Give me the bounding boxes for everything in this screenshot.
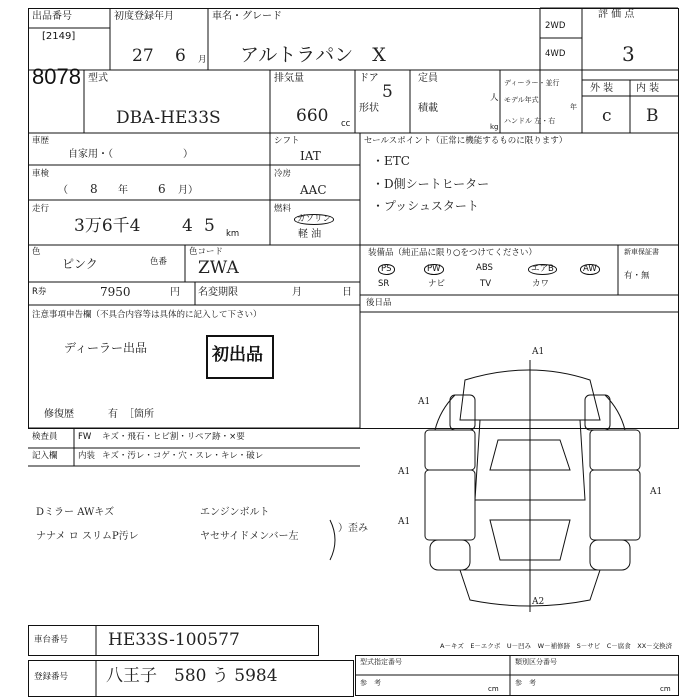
ext-value: c <box>602 106 612 126</box>
remark-1: Dミラー AWキズ <box>36 507 115 518</box>
equip-leather: カワ <box>532 279 550 289</box>
int-value: B <box>646 106 659 126</box>
model-year-label: モデル年式 <box>504 96 539 104</box>
first-reg-label: 初度登録年月 <box>114 11 174 22</box>
car-diagram <box>425 360 640 612</box>
post-items-label: 後日品 <box>366 298 392 308</box>
notes-label: 注意事項申告欄（不具合内容等は具体的に記入して下さい） <box>32 310 262 320</box>
mileage-value3: 5 <box>204 216 215 236</box>
load-label: 積載 <box>418 103 438 114</box>
equip-abs: ABS <box>476 263 493 273</box>
handle-label: ハンドル 左・右 <box>504 117 556 125</box>
equip-ps: PS <box>378 264 395 275</box>
registration-label: 登録番号 <box>34 672 69 682</box>
equip-airbag: エアB <box>528 264 557 275</box>
equip-pw: PW <box>424 264 444 275</box>
first-listing-stamp <box>206 335 274 379</box>
capacity-label: 定員 <box>418 73 438 84</box>
shape-label: 形状 <box>359 103 379 114</box>
score-label: 評 価 点 <box>598 9 635 20</box>
shaken-month-unit: 月） <box>178 185 198 196</box>
person-unit: 人 <box>490 93 499 103</box>
form-ref: 参 考 <box>360 679 381 687</box>
diagram-mark-2: A1 <box>398 467 411 477</box>
model-value: DBA-HE33S <box>116 108 221 128</box>
shift-label: シフト <box>274 136 300 146</box>
diagram-mark-1: A1 <box>532 347 545 357</box>
displacement-label: 排気量 <box>274 73 304 84</box>
inspector-interior-items: キズ・汚レ・コゲ・穴・スレ・キレ・破レ <box>102 451 264 461</box>
cm-unit-2: cm <box>660 685 671 693</box>
name-label: 車名・グレード <box>212 11 282 22</box>
drive-4wd: 4WD <box>545 49 566 59</box>
class-number-label: 類別区分番号 <box>515 658 557 666</box>
remark-3: エンジンボルト <box>200 507 270 518</box>
meigi-label: 名変期限 <box>198 287 238 298</box>
equip-navi: ナビ <box>428 279 446 289</box>
recycle-label: R券 <box>32 287 47 297</box>
fuel-label: 燃料 <box>274 204 292 214</box>
drive-2wd: 2WD <box>545 21 566 31</box>
lot-number: 8078 <box>32 64 81 89</box>
inspector-label-2: 記入欄 <box>32 451 58 461</box>
dealer-label: ディーラー・並行 <box>504 79 560 87</box>
inspector-fw-items: キズ・飛石・ヒビ割・リペア跡・×要 <box>102 432 245 442</box>
warranty-label: 新車保証書 <box>624 248 659 256</box>
month-unit: 月 <box>198 55 207 65</box>
history-value: 自家用・（ ） <box>68 149 193 160</box>
history-label: 車歴 <box>32 136 50 146</box>
cm-unit-1: cm <box>488 685 499 693</box>
remark-2: ナナメ ロ スリムP汚レ <box>36 531 139 542</box>
color-code-label: 色コード <box>189 247 224 257</box>
recycle-value: 7950 <box>100 285 131 299</box>
first-reg-month: 6 <box>175 46 186 66</box>
color-code-value: ZWA <box>198 258 239 278</box>
first-reg-year: 27 <box>132 46 154 66</box>
registration-value: 八王子 580 う 5984 <box>106 666 278 686</box>
diagram-mark-6: A2 <box>532 597 545 607</box>
cc-unit: cc <box>341 119 351 129</box>
ac-label: 冷房 <box>274 169 292 179</box>
model-label: 型式 <box>88 73 108 84</box>
color-value: ピンク <box>62 257 98 271</box>
shaken-open: （ <box>58 185 68 196</box>
ext-label: 外 装 <box>590 83 614 94</box>
inspector-interior: 内装 <box>78 451 96 461</box>
warranty-value: 有・無 <box>624 271 650 281</box>
equip-aw: AW <box>580 264 600 275</box>
repair-place: ［箇所 <box>124 409 154 420</box>
fuel-light: 軽 油 <box>298 229 322 240</box>
equipment-label: 装備品（純正品に限り○をつけてください） <box>368 248 537 258</box>
remark-4: ヤセサイドメンバー左 <box>200 531 299 542</box>
equip-sr: SR <box>378 279 390 289</box>
shift-value: IAT <box>300 149 321 163</box>
repair-value: 有 <box>108 409 118 420</box>
diagram-mark-5: A1 <box>398 517 411 527</box>
mileage-value2: 4 <box>182 216 193 236</box>
shaken-year: 8 <box>90 182 98 196</box>
color-label: 色 <box>32 247 41 257</box>
shaken-month: 6 <box>158 182 166 196</box>
diagram-mark-4: A1 <box>418 397 431 407</box>
sales-point-2: ・D側シートヒーター <box>372 177 490 191</box>
score-value: 3 <box>622 42 635 66</box>
diagram-legend: A－キズ E－エクボ U－凹み W－補修跡 S－サビ C－腐食 XX－交換済 <box>440 642 673 650</box>
car-name: アルトラパン X <box>240 44 386 66</box>
fuel-gas: ガソリン <box>294 214 334 225</box>
door-label: ドア <box>359 73 379 84</box>
inspector-label-1: 検査員 <box>32 432 58 442</box>
inspector-fw: FW <box>78 432 92 442</box>
equip-tv: TV <box>480 279 492 289</box>
color-number-label: 色番 <box>150 257 168 267</box>
class-ref: 参 考 <box>515 679 536 687</box>
meigi-month: 月 <box>292 287 302 298</box>
chassis-label: 車台番号 <box>34 635 69 645</box>
meigi-day: 日 <box>342 287 352 298</box>
diagram-mark-3: A1 <box>650 487 663 497</box>
door-value: 5 <box>382 82 393 102</box>
kg-unit: kg <box>490 123 499 131</box>
displacement-value: 660 <box>296 106 329 126</box>
yen-unit: 円 <box>170 287 180 298</box>
chassis-value: HE33S-100577 <box>108 630 240 650</box>
shaken-label: 車検 <box>32 169 50 179</box>
diagram-mark-7 <box>424 396 426 397</box>
notes-handwritten: ディーラー出品 <box>64 341 148 355</box>
repair-label: 修復歴 <box>44 409 74 420</box>
remark-5: ）歪み <box>338 523 368 534</box>
ac-value: AAC <box>300 183 327 197</box>
sales-point-3: ・プッシュスタート <box>372 199 479 213</box>
shaken-year-unit: 年 <box>118 185 128 196</box>
int-label: 内 装 <box>636 83 660 94</box>
lot-label: 出品番号 <box>32 11 72 22</box>
mileage-value: 3万6千4 <box>74 216 141 236</box>
stamp-text: 初出品 <box>212 345 263 365</box>
year-unit: 年 <box>570 103 577 111</box>
lot-sub: [2149] <box>42 31 76 42</box>
mileage-label: 走行 <box>32 204 50 214</box>
form-number-label: 型式指定番号 <box>360 658 402 666</box>
sales-label: セールスポイント（正常に機能するものに限ります） <box>364 136 568 146</box>
sales-point-1: ・ETC <box>372 154 410 168</box>
km-unit: km <box>226 229 240 239</box>
